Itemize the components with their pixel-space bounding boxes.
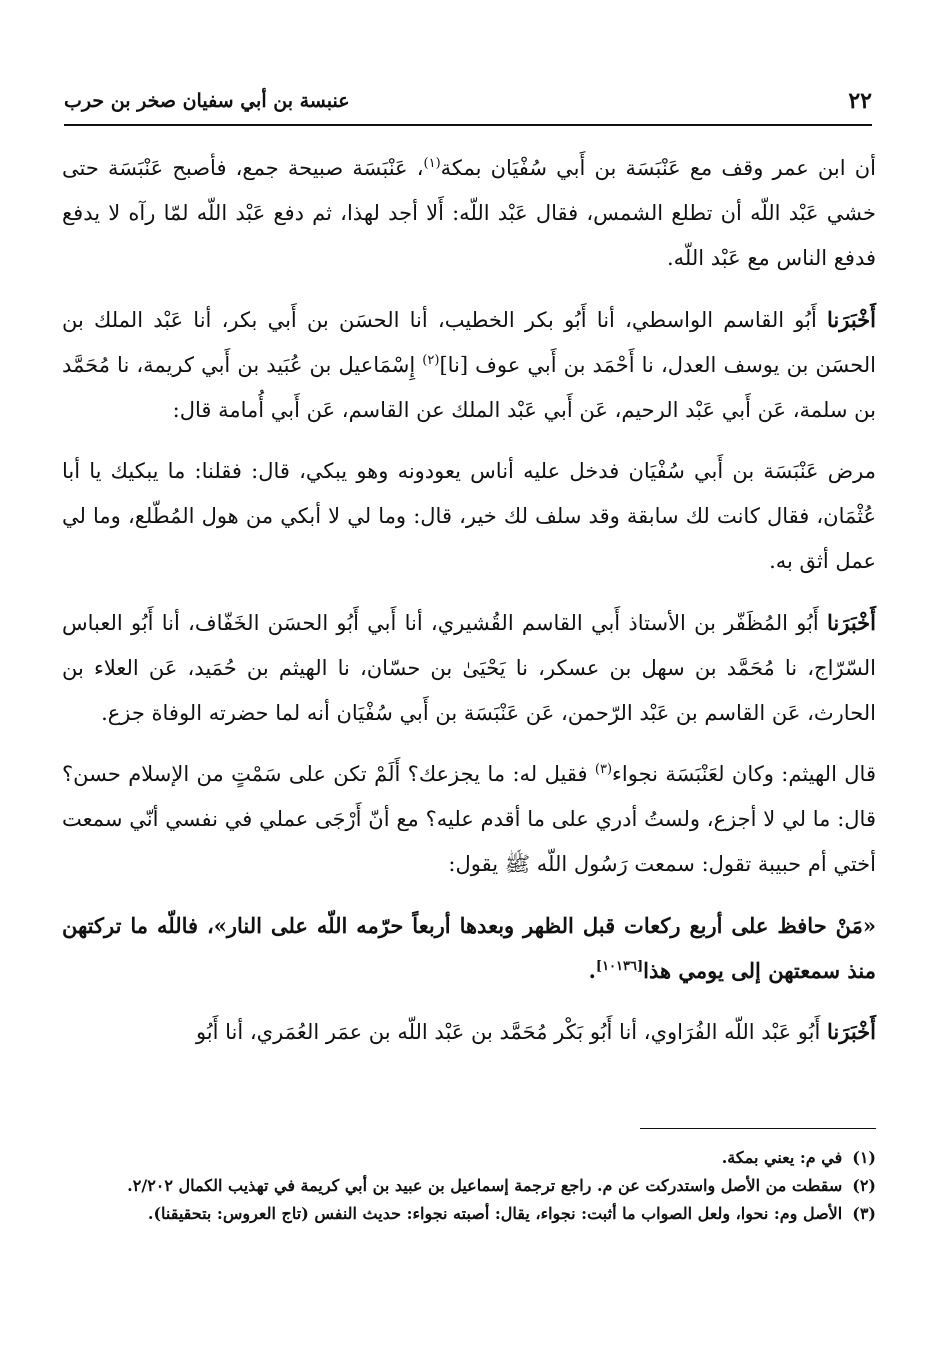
paragraph-1: أن ابن عمر وقف مع عَنْبَسَة بن أَبي سُفْيَان بمكة$^{(١)}$، عَنْبَسَة صبيحة جمع، فأصبح عَنْبَسَة حتى خشي عَبْد اللّه أن تطلع الشمس، فقال عَبْد اللّه: أَلا أجد لهذا، ثم دفع عَبْد اللّه لمّا رآه لا يدفع فدفع الناس مع عَبْد اللّه.	[62, 156, 876, 270]
paragraph-3: مرض عَنْبَسَة بن أَبي سُفْيَان فدخل عليه أناس يعودونه وهو يبكي، قال: فقلنا: ما يبكيك يا أبا عُثْمَان، فقال كانت لك سابقة وقد سلف لك خير، قال: وما لي لا أبكي من هول المُطّلع، وما لي عمل أثق به.	[62, 459, 876, 573]
footnote-2: (٢) سقطت من الأصل واستدركت عن م. راجع ترجمة إسماعيل بن عبيد بن أبي كريمة في تهذيب الكمال ٢/٢٠٢.	[127, 1176, 876, 1195]
akhbarana-lead: أَخْبَرَنا	[827, 307, 876, 332]
page-header	[64, 82, 872, 120]
header-rule	[64, 124, 872, 126]
paragraph-5: قال الهيثم: وكان لعَنْبَسَة نجواء$^{(٣)}$ فقيل له: ما يجزعك؟ أَلَمْ تكن على سَمْتٍ من الإسلام حسن؟ قال: ما لي لا أجزع، ولستُ أدري على ما أقدم عليه؟ مع أنّ أَرْجَى عملي في نفسي أنّي سمعت أختي أم حبيبة تقول: سمعت رَسُول اللّه ﷺ يقول:	[62, 762, 876, 876]
paragraph-4: أَخْبَرَنا أَبُو المُظَفّر بن الأستاذ أَبي القاسم القُشيري، أنا أَبي أَبُو الحسَن الخَفّاف، أنا أَبُو العباس السّرّاج، نا مُحَمَّد بن سهل بن عسكر، نا يَحْيَىٰ بن حسّان، نا الهيثم بن حُمَيد، عَن العلاء بن الحارث، عَن القاسم بن عَبْد الرّحمن، عَن عَنْبَسَة بن أَبي سُفْيَان أنه لما حضرته الوفاة جزع.	[62, 610, 876, 725]
footnotes	[62, 1144, 876, 1228]
footnote-rule	[640, 1128, 876, 1129]
footnote-ref-1: (١)	[423, 156, 441, 171]
paragraph-2: أَخْبَرَنا أَبُو القاسم الواسطي، أنا أَبُو بكر الخطيب، أنا الحسَن بن أَبي بكر، أنا عَبْد الملك بن الحسَن بن يوسف العدل، نا أَحْمَد بن أَبي عوف [نا]$^{(٢)}$ إِسْمَاعيل بن عُبَيد بن أَبي كريمة، نا مُحَمَّد بن سلمة، عَن أَبي عَبْد الرحيم، عَن أَبي عَبْد الملك عن القاسم، عَن أَبي أُمامة قال:	[62, 307, 876, 422]
page-body	[62, 146, 876, 1071]
running-title: عنبسة بن أبي سفيان صخر بن حرب	[64, 90, 350, 112]
footnote-1: (١) في م: يعني بمكة.	[721, 1148, 876, 1167]
akhbarana-lead: أَخْبَرَنا	[827, 610, 876, 635]
footnote-ref-3: (٣)	[594, 762, 613, 777]
hadith-paragraph: «مَنْ حافظ على أربع ركعات قبل الظهر وبعدها أربعاً حرّمه اللّه على النار»، فاللّه ما تركتهن منذ سمعتهن إلى يومي هذا[١٠١٣٦].	[62, 913, 876, 983]
footnote-ref-2: (٢)	[422, 353, 440, 368]
paragraph-7: أَخْبَرَنا أَبُو عَبْد اللّه الفُرَاوي، أنا أَبُو بَكْر مُحَمَّد بن عَبْد اللّه بن عمَر العُمَري، أنا أَبُو	[195, 1019, 876, 1044]
hadith-number: [١٠١٣٦]	[595, 959, 644, 974]
footnote-3: (٣) الأصل وم: نحوا، ولعل الصواب ما أثبت: نجواء، يقال: أصبته نجواء: حديث النفس (تاج العروس: بتحقيقنا).	[147, 1204, 876, 1223]
akhbarana-lead: أَخْبَرَنا	[827, 1019, 876, 1044]
page-number: ٢٢	[848, 88, 872, 114]
